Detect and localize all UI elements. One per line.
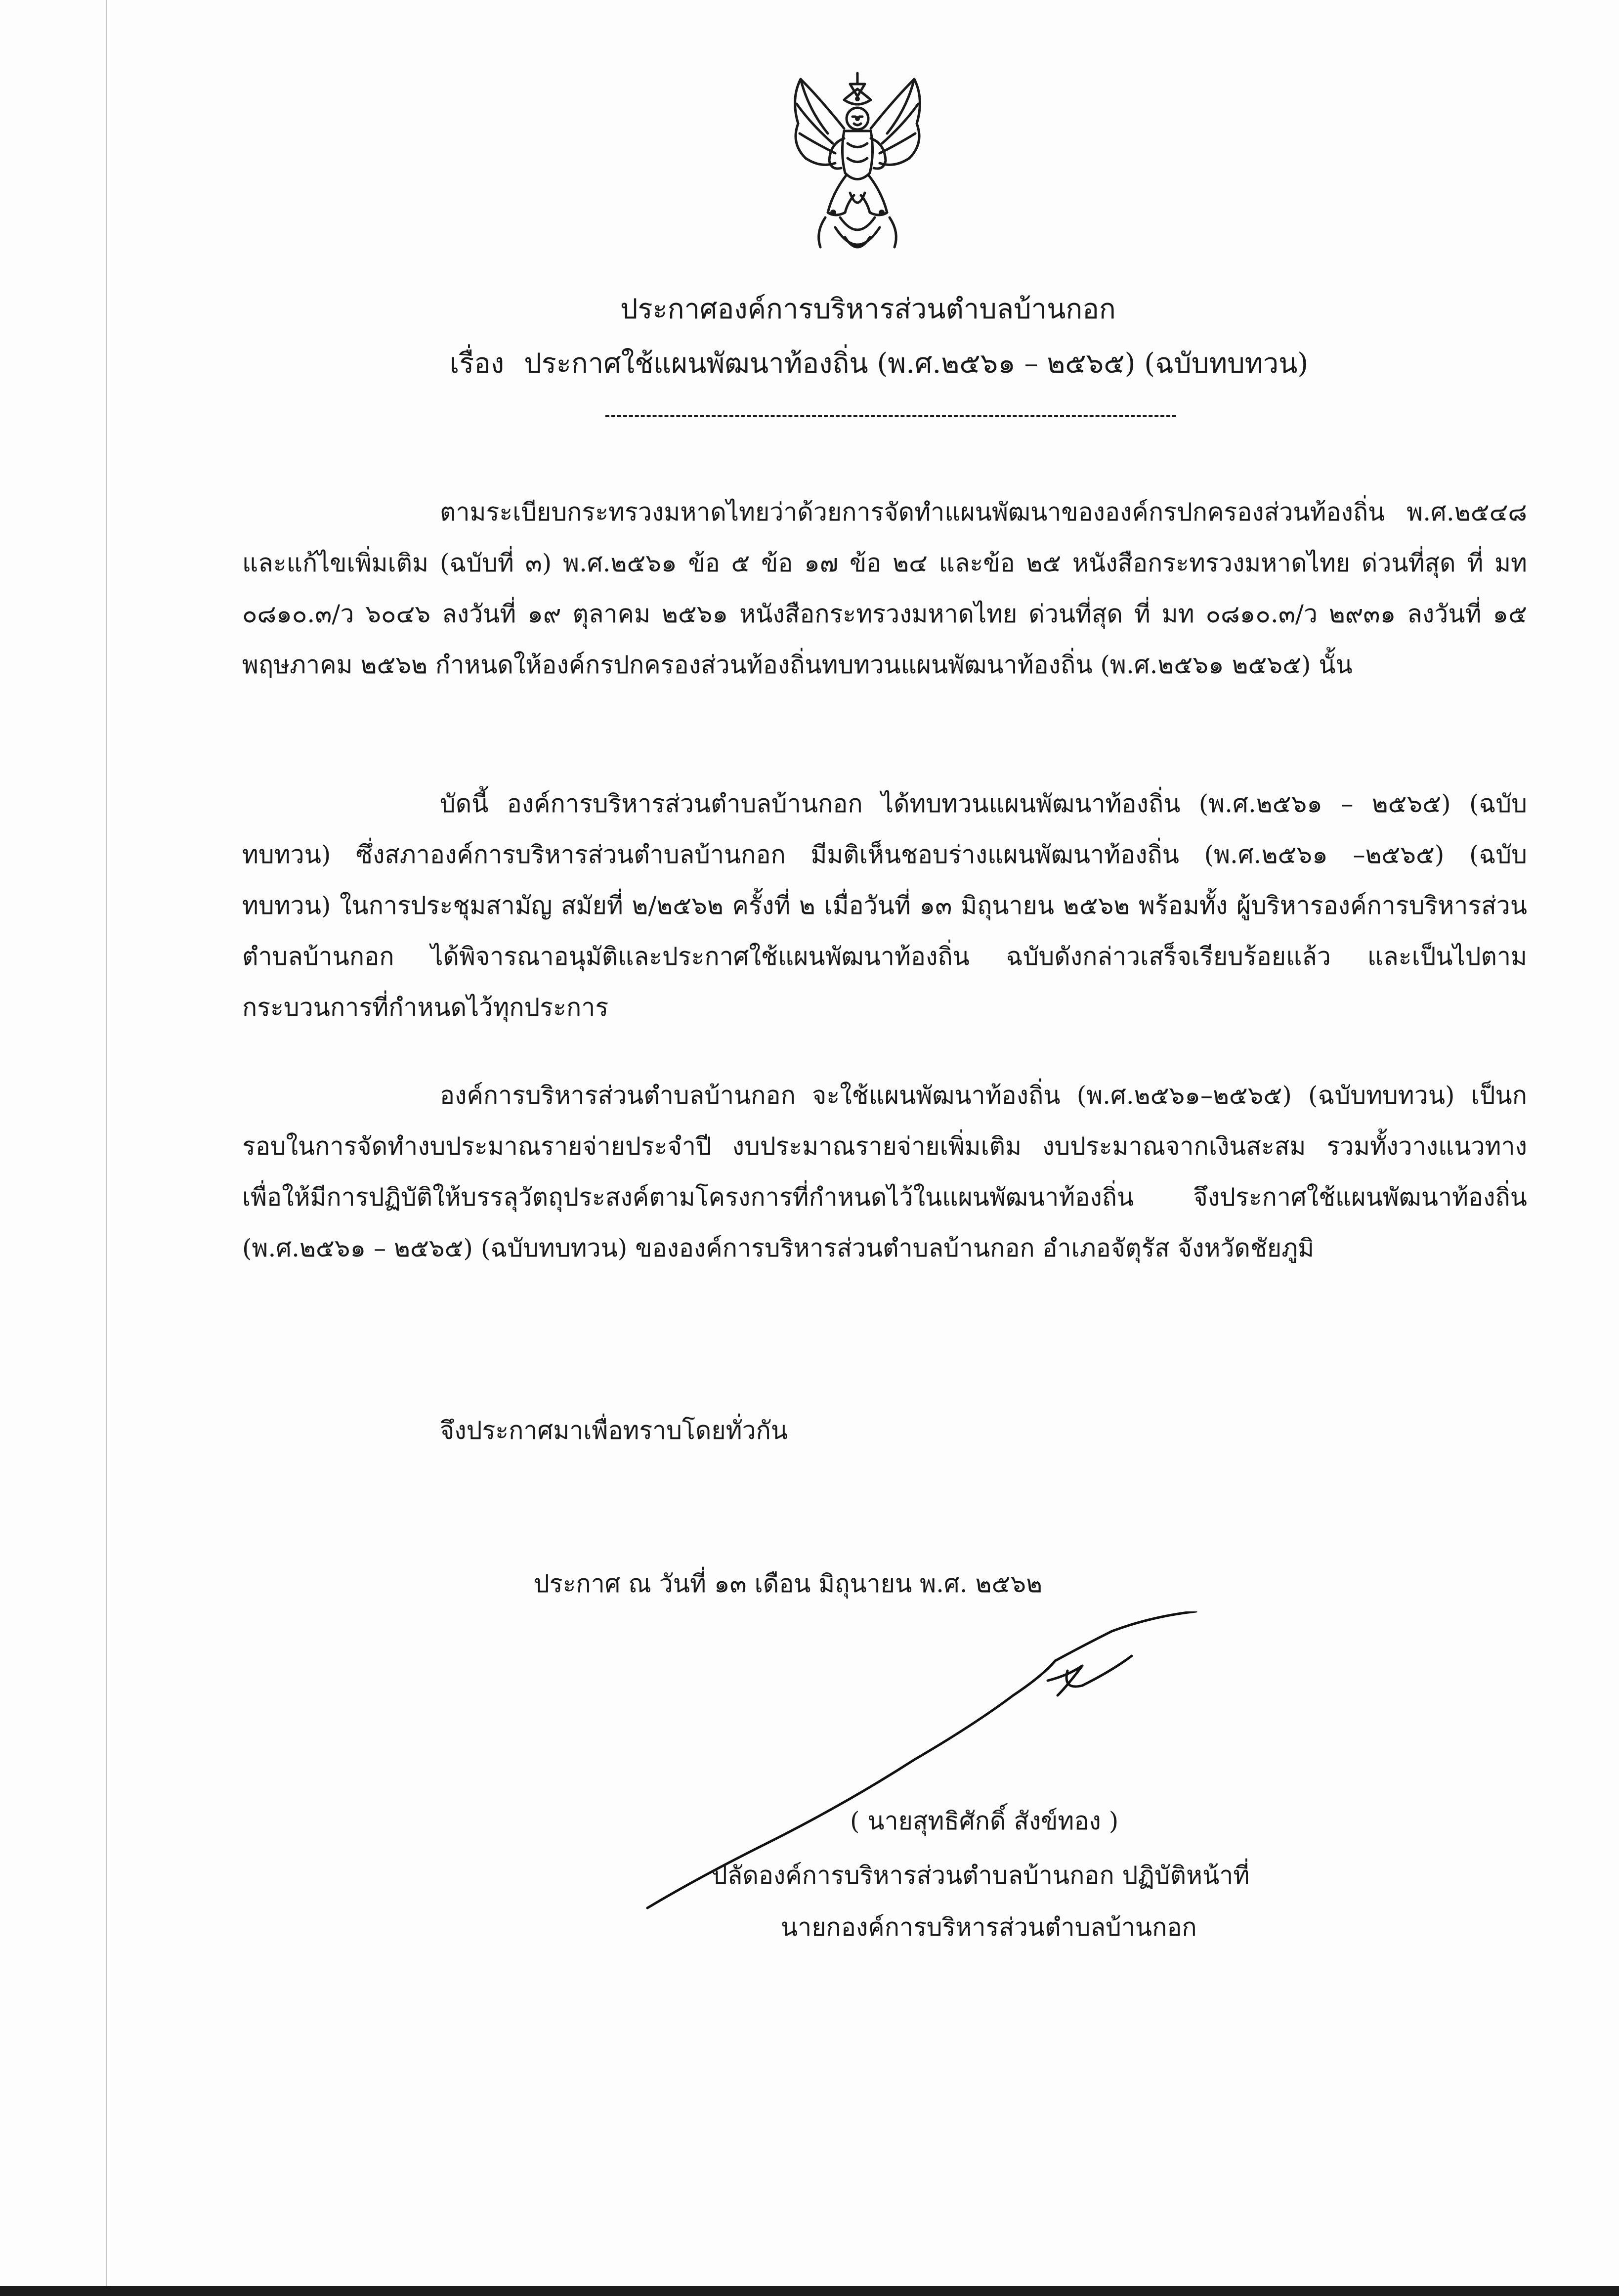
signer-name: ( นายสุทธิศักดิ์ สังข์ทอง ) bbox=[850, 1807, 1119, 1835]
scan-bottom-edge bbox=[0, 2286, 1619, 2296]
signer-position-title: นายกองค์การบริหารส่วนตำบลบ้านกอก bbox=[781, 1913, 1197, 1942]
subject-label: เรื่อง bbox=[450, 347, 505, 380]
page-fold-line bbox=[106, 0, 107, 2296]
dashed-separator bbox=[605, 415, 1176, 417]
subject-text: ประกาศใช้แผนพัฒนาท้องถิ่น (พ.ศ.๒๕๖๑ – ๒๕๖๕) (ฉบับทบทวน) bbox=[524, 347, 1309, 380]
announcement-date: ประกาศ ณ วันที่ ๑๓ เดือน มิถุนายน พ.ศ. ๒๕๖๒ bbox=[534, 1569, 1043, 1598]
garuda-emblem-icon bbox=[786, 69, 929, 267]
paragraph-2: บัดนี้ องค์การบริหารส่วนตำบลบ้านกอก ได้ทบทวนแผนพัฒนาท้องถิ่น (พ.ศ.๒๕๖๑ – ๒๕๖๕) (ฉบับทบทวน) ซึ่งสภาองค์การบริหารส่วนตำบลบ้านกอก มีมติเห็นชอบร่างแผนพัฒนาท้องถิ่น (พ.ศ.๒๕๖๑ –๒๕๖๕) (ฉบับทบทวน) ในการประชุมสามัญ สมัยที่ ๒/๒๕๖๒ ครั้งที่ ๒ เมื่อวันที่ ๑๓ มิถุนายน ๒๕๖๒ พร้อมทั้ง ผู้บริหารองค์การบริหารส่วนตำบลบ้านกอก ได้พิจารณาอนุมัติและประกาศใช้แผนพัฒนาท้องถิ่น ฉบับดังกล่าวเสร็จเรียบร้อยแล้ว และเป็นไปตามกระบวนการที่กำหนดไว้ทุกประการ bbox=[242, 789, 1527, 1022]
signer-position-acting: ปลัดองค์การบริหารส่วนตำบลบ้านกอก ปฏิบัติหน้าที่ bbox=[712, 1861, 1250, 1890]
paragraph-3: องค์การบริหารส่วนตำบลบ้านกอก จะใช้แผนพัฒนาท้องถิ่น (พ.ศ.๒๕๖๑–๒๕๖๕) (ฉบับทบทวน) เป็นกรอบในการจัดทำงบประมาณรายจ่ายประจำปี งบประมาณรายจ่ายเพิ่มเติม งบประมาณจากเงินสะสม รวมทั้งวางแนวทางเพื่อให้มีการปฏิบัติให้บรรลุวัตถุประสงค์ตามโครงการที่กำหนดไว้ในแผนพัฒนาท้องถิ่น จึงประกาศใช้แผนพัฒนาท้องถิ่น (พ.ศ.๒๕๖๑ – ๒๕๖๕) (ฉบับทบทวน) ขององค์การบริหารส่วนตำบลบ้านกอก อำเภอจัตุรัส จังหวัดชัยภูมิ bbox=[242, 1081, 1527, 1262]
announcement-title: ประกาศองค์การบริหารส่วนตำบลบ้านกอก bbox=[620, 293, 1116, 325]
paragraph-1: ตามระเบียบกระทรวงมหาดไทยว่าด้วยการจัดทำแผนพัฒนาขององค์กรปกครองส่วนท้องถิ่น พ.ศ.๒๕๔๘ และแก้ไขเพิ่มเติม (ฉบับที่ ๓) พ.ศ.๒๕๖๑ ข้อ ๕ ข้อ ๑๗ ข้อ ๒๔ และข้อ ๒๕ หนังสือกระทรวงมหาดไทย ด่วนที่สุด ที่ มท ๐๘๑๐.๓/ว ๖๐๔๖ ลงวันที่ ๑๙ ตุลาคม ๒๕๖๑ หนังสือกระทรวงมหาดไทย ด่วนที่สุด ที่ มท ๐๘๑๐.๓/ว ๒๙๓๑ ลงวันที่ ๑๕ พฤษภาคม ๒๕๖๒ กำหนดให้องค์กรปกครองส่วนท้องถิ่นทบทวนแผนพัฒนาท้องถิ่น (พ.ศ.๒๕๖๑ ๒๕๖๕) นั้น bbox=[242, 498, 1527, 679]
closing-statement: จึงประกาศมาเพื่อทราบโดยทั่วกัน bbox=[440, 1416, 788, 1445]
subject-line bbox=[450, 341, 1308, 385]
